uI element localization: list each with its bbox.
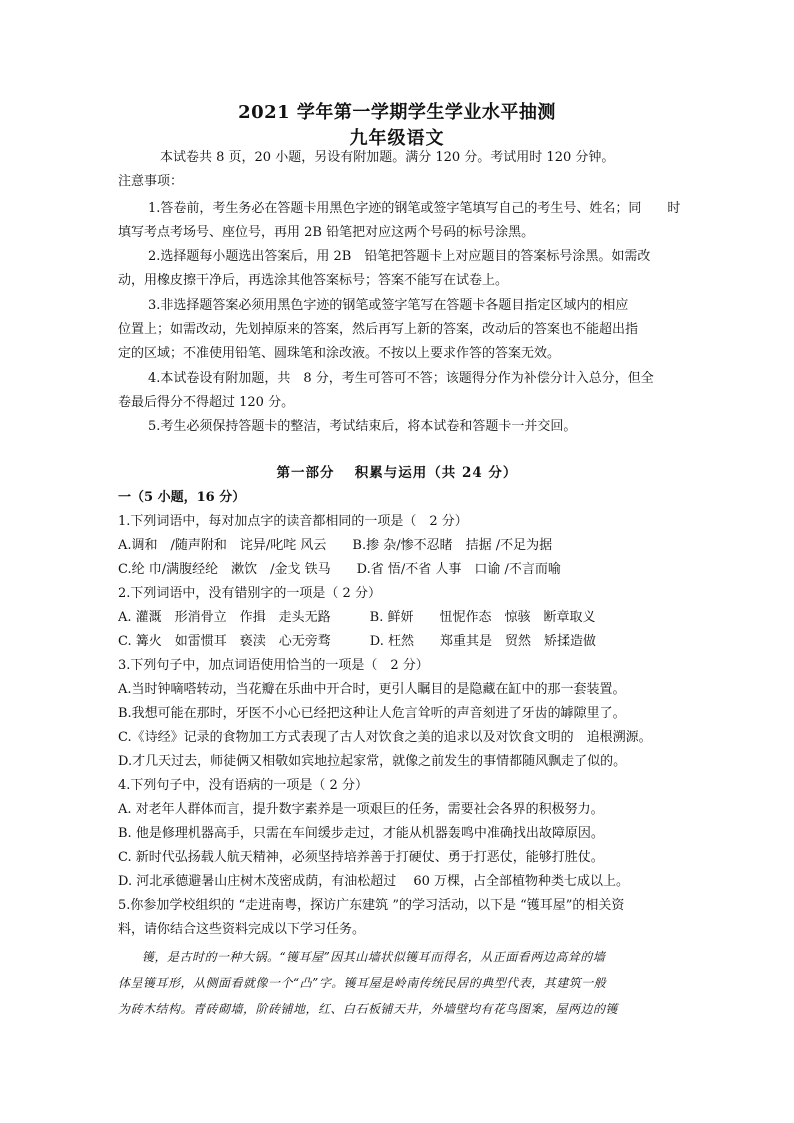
question-option: A.调和 /随声附和 诧异/叱咤 风云 B.掺 杂/惨不忍睹 拮据 /不足为据 — [118, 538, 553, 553]
question-line: 5.你参加学校组织的 “走进南粤，探访广东建筑 ”的学习活动，以下是 “镬耳屋”的相关资 — [118, 898, 625, 913]
question-option: C.《诗经》记录的食物加工方式表现了古人对饮食之美的追求以及对饮食文明的 追根溯源。 — [118, 730, 652, 745]
question-option: B. 他是修理机器高手，只需在车间缓步走过，才能从机器轰鸣中准确找出故障原因。 — [118, 826, 604, 841]
part-header: 一（5 小题，16 分） — [118, 490, 246, 505]
notice-line: 1.答卷前，考生务必在答题卡用黑色字迹的钢笔或签字笔填写自己的考生号、姓名；同 时 — [148, 201, 681, 216]
exam-subtitle: 九年级语文 — [349, 128, 445, 149]
question-line: 3.下列句子中，加点词语使用恰当的一项是（ 2 分） — [118, 658, 429, 673]
notice-line: 位置上；如需改动，先划掉原来的答案，然后再写上新的答案，改动后的答案也不能超出指 — [118, 322, 639, 337]
notice-line: 5.考生必须保持答题卡的整洁，考试结束后，将本试卷和答题卡一并交回。 — [148, 419, 577, 434]
question-option: C. 新时代弘扬载人航天精神，必须坚持培养善于打硬仗、勇于打恶仗，能够打胜仗。 — [118, 850, 604, 865]
question-line: 1.下列词语中，每对加点字的读音都相同的一项是（ 2 分） — [118, 514, 468, 529]
notice-line: 动，用橡皮擦干净后，再选涂其他答案标号；答案不能写在试卷上。 — [118, 273, 509, 288]
passage-line: 为砖木结构。青砖砌墙，阶砖铺地，红、白石板铺天井，外墙壁均有花鸟图案，屋两边的镬 — [118, 1002, 619, 1016]
notice-line: 卷最后得分不得超过 120 分。 — [118, 395, 295, 410]
question-option: A. 灌溉 形消骨立 作揖 走头无路 B. 鲜妍 忸怩作态 惊骇 断章取义 — [118, 610, 596, 625]
question-option: D.才几天过去，师徒俩又相敬如宾地拉起家常，就像之前发生的事情都随风飘走了似的。 — [118, 754, 627, 769]
notice-line: 3.非选择题答案必须用黑色字迹的钢笔或签字笔写在答题卡各题目指定区域内的相应 — [148, 298, 629, 313]
question-option: C. 篝火 如雷惯耳 亵渎 心无旁骛 D. 枉然 郑重其是 贸然 矫揉造做 — [118, 634, 596, 649]
notice-heading: 注意事项： — [118, 174, 184, 189]
question-option: C.纶 巾/满腹经纶 漱饮 /金戈 铁马 D.省 悟/不省 人事 口谕 /不言而喻 — [118, 562, 561, 577]
question-option: A. 对老年人群体而言，提升数字素养是一项艰巨的任务，需要社会各界的积极努力。 — [118, 802, 604, 817]
exam-intro: 本试卷共 8 页，20 小题，另设有附加题。满分 120 分。考试用时 120 分钟。 — [160, 150, 615, 165]
question-option: D. 河北承德避暑山庄树木茂密成荫，有油松超过 60 万棵，占全部植物种类七成以上。 — [118, 874, 630, 889]
notice-line: 填写考点考场号、座位号，再用 2B 铅笔把对应这两个号码的标号涂黑。 — [118, 225, 535, 240]
passage-line: 体呈镬耳形，从侧面看就像一个“凸”字。镬耳屋是岭南传统民居的典型代表，其建筑一般 — [118, 976, 607, 990]
question-line: 4.下列句子中，没有语病的一项是（ 2 分） — [118, 778, 368, 793]
notice-line: 4.本试卷设有附加题，共 8 分，考生可答可不答；该题得分作为补偿分计入总分，但全 — [148, 371, 654, 386]
question-option: B.我想可能在那时，牙医不小心已经把这种让人危言耸听的声音刻进了牙齿的罅隙里了。 — [118, 706, 626, 721]
question-option: A.当时钟嘀嗒转动，当花瓣在乐曲中开合时，更引人瞩目的是隐藏在缸中的那一套装置。 — [118, 682, 626, 697]
section-title: 第一部分 积累与运用（共 24 分） — [276, 465, 518, 481]
question-line: 2.下列词语中，没有错别字的一项是（ 2 分） — [118, 586, 381, 601]
exam-title: 2021 学年第一学期学生学业水平抽测 — [238, 102, 556, 123]
passage-line: 镬，是古时的一种大锅。“镬耳屋”因其山墙状似镬耳而得名，从正面看两边高耸的墙 — [142, 950, 606, 964]
notice-line: 定的区域；不准使用铅笔、圆珠笔和涂改液。不按以上要求作答的答案无效。 — [118, 346, 561, 361]
notice-line: 2.选择题每小题选出答案后，用 2B 铅笔把答题卡上对应题目的答案标号涂黑。如需改 — [148, 249, 651, 264]
question-line: 料，请你结合这些资料完成以下学习任务。 — [118, 922, 366, 937]
